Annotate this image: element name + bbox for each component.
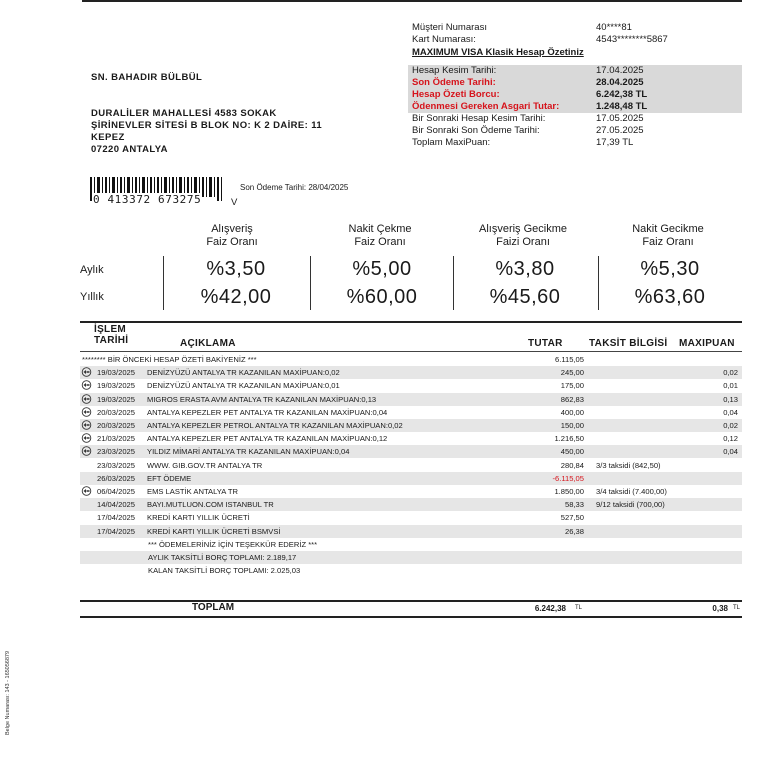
rate-header-cash xyxy=(310,223,450,249)
info-value: 28.04.2025 xyxy=(596,77,644,88)
row-description: KREDİ KARTI YILLIK ÜCRETİ BSMVSİ xyxy=(147,526,281,536)
row-description: WWW. GIB.GOV.TR ANTALYA TR xyxy=(147,460,263,470)
table-row xyxy=(80,406,742,419)
col-installment-header: TAKSİT BİLGİSİ xyxy=(589,338,668,349)
rate-header-shopping-late xyxy=(453,223,593,249)
table-row xyxy=(80,538,742,551)
total-maxipuan: 0,38 xyxy=(712,604,728,613)
table-row xyxy=(80,459,742,472)
row-amount: 150,00 xyxy=(560,421,584,430)
table-row xyxy=(80,419,742,432)
row-amount: 1.216,50 xyxy=(554,434,584,444)
table-row xyxy=(80,485,742,498)
row-installment: 3/3 taksidi (842,50) xyxy=(596,460,661,470)
rate-monthly-shopping: %3,50 xyxy=(206,258,266,280)
row-date: 14/04/2025 xyxy=(97,500,136,510)
info-value: 17.05.2025 xyxy=(596,113,644,124)
info-row-debt xyxy=(408,89,742,101)
info-label: Ödenmesi Gereken Asgari Tutar: xyxy=(412,101,560,112)
row-maxipuan: 0,02 xyxy=(723,421,738,430)
rate-yearly-shopping-late: %45,60 xyxy=(489,286,561,308)
row-description: *** ÖDEMELERİNİZ İÇİN TEŞEKKÜR EDERİZ *** xyxy=(148,539,318,549)
table-row xyxy=(80,393,742,406)
info-row-maxipuan xyxy=(408,137,742,149)
row-amount: 400,00 xyxy=(560,407,584,417)
header-rule xyxy=(80,351,742,352)
total-bottom-rule xyxy=(80,616,742,618)
row-installment: 9/12 taksidi (700,00) xyxy=(596,500,665,510)
rate-header-line: Faizi Oranı xyxy=(496,236,550,248)
rate-divider xyxy=(453,256,454,310)
row-date: 19/03/2025 xyxy=(97,381,136,391)
document-number: Belge Numarası: 143 - 165056879 xyxy=(5,650,12,736)
info-row-next-cut xyxy=(408,113,742,125)
row-amount: 175,00 xyxy=(560,381,584,391)
address-line-1: DURALİLER MAHALLESİ 4583 SOKAK xyxy=(91,108,277,119)
row-description: ******** BİR ÖNCEKİ HESAP ÖZETİ BAKİYENİZ *** xyxy=(82,355,257,364)
row-date: 19/03/2025 xyxy=(97,394,136,404)
row-date: 26/03/2025 xyxy=(97,473,136,483)
barcode-number: 0 413372 673275 xyxy=(93,193,202,206)
card-no-label: Kart Numarası: xyxy=(412,34,476,45)
rate-header-line: Alışveriş Gecikme xyxy=(478,223,568,235)
rate-monthly-shopping-late: %3,80 xyxy=(495,258,555,280)
transaction-detail-icon[interactable] xyxy=(80,433,93,443)
col-date-line: İŞLEM xyxy=(94,324,127,335)
rate-divider xyxy=(163,256,164,310)
row-description: BAYI.MUTLUON.COM ISTANBUL TR xyxy=(147,500,274,510)
row-description: DENİZYÜZÜ ANTALYA TR KAZANILAN MAXİPUAN:0,01 xyxy=(147,381,340,391)
address-line-3: KEPEZ xyxy=(91,132,125,143)
customer-no-value: 40****81 xyxy=(596,22,632,33)
table-row xyxy=(80,432,742,445)
table-row xyxy=(80,525,742,538)
transaction-detail-icon[interactable] xyxy=(80,394,93,404)
address-line-2: ŞİRİNEVLER SİTESİ B BLOK NO: K 2 DAİRE: 11 xyxy=(91,120,323,131)
row-description: EFT ÖDEME xyxy=(147,473,192,483)
rate-yearly-cash: %60,00 xyxy=(346,286,418,308)
table-row xyxy=(80,564,742,577)
row-date: 19/03/2025 xyxy=(97,368,136,378)
info-row-due-date xyxy=(408,77,742,89)
recipient-address xyxy=(91,72,322,156)
row-description: ANTALYA KEPEZLER PET ANTALYA TR KAZANILAN MAXİPUAN:0,04 xyxy=(147,407,388,417)
col-desc-header: AÇIKLAMA xyxy=(180,338,236,349)
monthly-label: Aylık xyxy=(80,264,104,276)
row-amount: 26,38 xyxy=(564,526,584,536)
row-amount: 6.115,05 xyxy=(555,355,584,364)
row-amount: 862,83 xyxy=(560,394,584,404)
card-no-value: 4543********5867 xyxy=(596,34,668,45)
row-maxipuan: 0,04 xyxy=(723,447,738,457)
table-row xyxy=(80,366,742,379)
row-description: ANTALYA KEPEZLER PETROL ANTALYA TR KAZANILAN MAXİPUAN:0,02 xyxy=(147,421,403,430)
row-description: YILDIZ MİMARİ ANTALYA TR KAZANILAN MAXİPUAN:0,04 xyxy=(147,447,350,457)
total-row xyxy=(80,602,742,616)
total-currency: TL xyxy=(574,605,582,611)
recipient-name: SN. BAHADIR BÜLBÜL xyxy=(91,72,203,83)
col-maxipuan-header: MAXIPUAN xyxy=(679,338,735,349)
info-row-next-due xyxy=(408,125,742,137)
row-amount: 280,84 xyxy=(560,460,584,470)
total-mp-currency: TL xyxy=(732,605,740,611)
info-label: Toplam MaxiPuan: xyxy=(412,137,491,148)
info-value: 27.05.2025 xyxy=(596,125,644,136)
row-description: KALAN TAKSİTLİ BORÇ TOPLAMI: 2.025,03 xyxy=(148,566,301,576)
transaction-detail-icon[interactable] xyxy=(80,446,93,456)
info-label: Hesap Kesim Tarihi: xyxy=(412,65,497,76)
row-amount: 527,50 xyxy=(560,513,584,523)
transaction-detail-icon[interactable] xyxy=(80,367,93,377)
col-date-header xyxy=(94,324,128,346)
row-maxipuan: 0,13 xyxy=(723,394,738,404)
row-description: EMS LASTİK ANTALYA TR xyxy=(147,487,239,496)
rate-header-line: Faiz Oranı xyxy=(642,236,694,248)
rate-monthly-cash: %5,00 xyxy=(352,258,412,280)
row-date: 20/03/2025 xyxy=(97,407,136,417)
row-description: ANTALYA KEPEZLER PET ANTALYA TR KAZANILAN MAXİPUAN:0,12 xyxy=(147,434,388,444)
table-row xyxy=(80,472,742,485)
rate-divider xyxy=(310,256,311,310)
rate-header-cash-late xyxy=(598,223,738,249)
row-date: 23/03/2025 xyxy=(97,447,136,457)
top-rule xyxy=(82,0,742,2)
col-amount-header: TUTAR xyxy=(528,338,563,349)
rate-header-shopping xyxy=(162,223,302,249)
info-label: Bir Sonraki Son Ödeme Tarihi: xyxy=(412,125,540,136)
info-row-cut-date xyxy=(408,65,742,77)
row-description: DENİZYÜZÜ ANTALYA TR KAZANILAN MAXİPUAN:0,02 xyxy=(147,368,340,378)
row-date: 23/03/2025 xyxy=(97,460,136,470)
row-amount: 58,33 xyxy=(564,500,584,510)
info-value: 17,39 TL xyxy=(596,137,634,148)
table-row xyxy=(80,511,742,524)
row-amount: 245,00 xyxy=(560,368,584,378)
row-date: 21/03/2025 xyxy=(97,434,136,444)
transaction-detail-icon[interactable] xyxy=(80,420,93,430)
account-info xyxy=(408,22,742,149)
row-date: 17/04/2025 xyxy=(97,526,136,536)
row-amount: 450,00 xyxy=(560,447,584,457)
table-top-rule xyxy=(80,321,742,323)
total-label: TOPLAM xyxy=(192,602,235,613)
info-label: Bir Sonraki Hesap Kesim Tarihi: xyxy=(412,113,546,124)
rate-yearly-shopping: %42,00 xyxy=(200,286,272,308)
row-installment: 3/4 taksidi (7.400,00) xyxy=(596,487,667,496)
customer-no-row xyxy=(408,22,742,34)
row-description: MIGROS ERASTA AVM ANTALYA TR KAZANILAN MAXİPUAN:0,13 xyxy=(147,394,377,404)
transaction-detail-icon[interactable] xyxy=(80,380,93,390)
transaction-detail-icon[interactable] xyxy=(80,407,93,417)
col-date-line: TARİHİ xyxy=(94,335,129,346)
rate-header-line: Faiz Oranı xyxy=(206,236,258,248)
info-label: Hesap Özeti Borcu: xyxy=(412,89,500,100)
barcode-due-date: Son Ödeme Tarihi: 28/04/2025 xyxy=(240,183,349,192)
rate-header-line: Faiz Oranı xyxy=(354,236,406,248)
table-row xyxy=(80,445,742,458)
rate-yearly-cash-late: %63,60 xyxy=(634,286,706,308)
customer-no-label: Müşteri Numarası xyxy=(412,22,487,33)
yearly-label: Yıllık xyxy=(80,291,104,303)
table-row xyxy=(80,379,742,392)
table-row xyxy=(80,353,742,366)
row-description: AYLIK TAKSİTLİ BORÇ TOPLAMI: 2.189,17 xyxy=(148,553,297,562)
barcode-suffix: V xyxy=(231,197,238,208)
table-row xyxy=(80,498,742,511)
rate-header-line: Alışveriş xyxy=(211,223,253,235)
total-amount: 6.242,38 xyxy=(534,604,566,613)
info-value: 1.248,48 TL xyxy=(596,101,648,112)
transaction-detail-icon[interactable] xyxy=(80,486,93,496)
statement-title: MAXIMUM VISA Klasik Hesap Özetiniz xyxy=(412,47,584,58)
rate-header-line: Nakit Çekme xyxy=(348,223,412,235)
row-maxipuan: 0,12 xyxy=(723,434,738,444)
rate-header-line: Nakit Gecikme xyxy=(632,223,704,235)
rate-divider xyxy=(598,256,599,310)
row-date: 20/03/2025 xyxy=(97,421,136,430)
row-maxipuan: 0,01 xyxy=(723,381,738,391)
row-date: 06/04/2025 xyxy=(97,487,136,496)
info-label: Son Ödeme Tarihi: xyxy=(412,77,496,88)
row-maxipuan: 0,02 xyxy=(723,368,738,378)
card-no-row xyxy=(408,34,742,46)
row-date: 17/04/2025 xyxy=(97,513,136,523)
row-description: KREDİ KARTI YILLIK ÜCRETİ xyxy=(147,513,250,523)
info-row-min-payment xyxy=(408,101,742,113)
row-maxipuan: 0,04 xyxy=(723,407,738,417)
row-amount: -6.115,05 xyxy=(552,473,584,483)
info-value: 6.242,38 TL xyxy=(596,89,648,100)
info-value: 17.04.2025 xyxy=(596,65,644,76)
row-amount: 1.850,00 xyxy=(554,487,584,496)
rate-monthly-cash-late: %5,30 xyxy=(640,258,700,280)
address-line-4: 07220 ANTALYA xyxy=(91,144,168,155)
table-row xyxy=(80,551,742,564)
